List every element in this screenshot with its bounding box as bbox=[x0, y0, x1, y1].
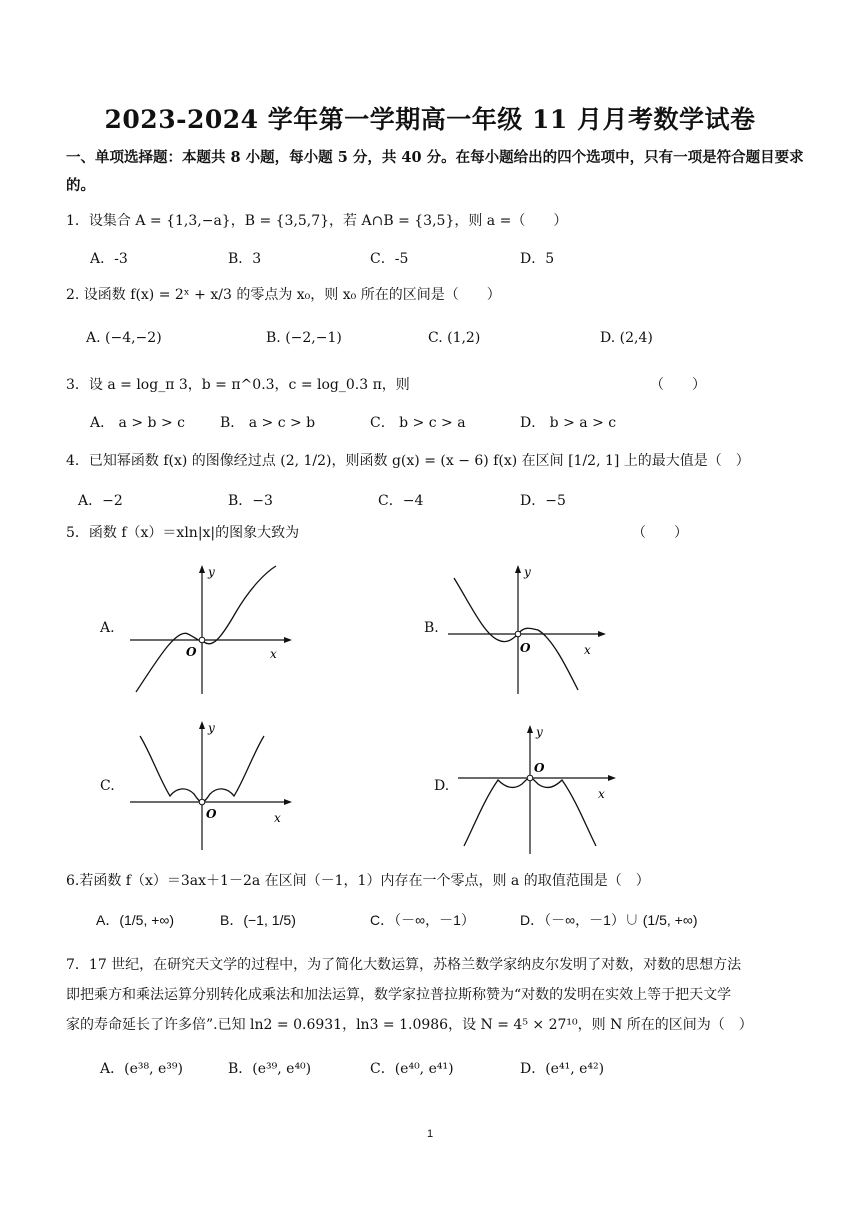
question-1-options bbox=[66, 248, 806, 270]
q2-option-d[interactable]: D. (2,4) bbox=[600, 330, 653, 346]
question-3-options bbox=[66, 412, 806, 434]
question-3-paren: （ ） bbox=[650, 377, 706, 393]
graph-c-x-label: x bbox=[274, 811, 281, 825]
graph-b-y-label: y bbox=[524, 565, 531, 579]
question-3-stem: 3．设 a = log_π 3，b = π^0.3，c = log_0.3 π，则 bbox=[66, 377, 410, 393]
question-5-paren: （ ） bbox=[632, 525, 688, 541]
page-number: 1 bbox=[426, 1128, 434, 1140]
q2-option-b[interactable]: B. (−2,−1) bbox=[266, 330, 342, 346]
graph-d[interactable] bbox=[454, 722, 624, 856]
q2-option-c[interactable]: C. (1,2) bbox=[428, 330, 481, 346]
graph-a-label: A. bbox=[100, 620, 115, 636]
graph-c-label: C. bbox=[100, 778, 115, 794]
q4-option-b[interactable]: B．−3 bbox=[228, 493, 273, 509]
graph-a-origin: O bbox=[186, 645, 197, 659]
question-4-stem: 4．已知幂函数 f(x) 的图像经过点 (2, 1/2)，则函数 g(x) = (x − 6) f(x) 在区间 [1/2, 1] 上的最大值是（ ） bbox=[66, 453, 750, 469]
q7-option-d[interactable]: D．(e⁴¹, e⁴²) bbox=[520, 1061, 605, 1077]
graph-d-label: D. bbox=[434, 778, 450, 794]
graph-b-label: B. bbox=[424, 620, 439, 636]
graph-b[interactable] bbox=[444, 562, 614, 696]
q3-option-c[interactable]: C． b > c > a bbox=[370, 415, 466, 431]
q1-option-a[interactable]: A．-3 bbox=[90, 251, 128, 267]
question-6-options bbox=[66, 910, 806, 932]
question-1-stem: 1．设集合 A = {1,3,−a}，B = {3,5,7}，若 A∩B = {3,5}，则 a =（ ） bbox=[66, 213, 568, 229]
q4-option-d[interactable]: D．−5 bbox=[520, 493, 566, 509]
q7-option-b[interactable]: B．(e³⁹, e⁴⁰) bbox=[228, 1061, 312, 1077]
q2-option-a[interactable]: A. (−4,−2) bbox=[86, 330, 162, 346]
question-5-stem: 5．函数 f（x）＝xln|x|的图象大致为 bbox=[66, 525, 300, 541]
graph-c-origin: O bbox=[206, 807, 217, 821]
graph-a[interactable] bbox=[126, 562, 296, 696]
q6-option-b[interactable]: B．(−1, 1/5) bbox=[220, 912, 296, 928]
graph-a-y-label: y bbox=[208, 565, 215, 579]
graph-b-x-label: x bbox=[584, 643, 591, 657]
question-7-line-2: 即把乘方和乘法运算分别转化成乘法和加法运算，数学家拉普拉斯称赞为“对数的发明在实效上等于把天文学 bbox=[66, 987, 732, 1003]
question-4-options bbox=[66, 490, 806, 512]
q1-option-b[interactable]: B．3 bbox=[228, 251, 262, 267]
question-7-line-3: 家的寿命延长了许多倍”.已知 ln2 = 0.6931，ln3 = 1.0986，设 N = 4⁵ × 27¹⁰，则 N 所在的区间为（ ） bbox=[66, 1017, 753, 1033]
graph-b-origin: O bbox=[520, 641, 531, 655]
question-7-options bbox=[66, 1058, 806, 1080]
question-2-options bbox=[66, 330, 806, 352]
graph-a-x-label: x bbox=[270, 647, 277, 661]
section-heading: 一、单项选择题：本题共 8 小题，每小题 5 分，共 40 分。在每小题给出的四个选项中，只有一项是符合题目要求的。 bbox=[66, 149, 804, 194]
graph-d-y-label: y bbox=[536, 725, 543, 739]
q1-option-c[interactable]: C．-5 bbox=[370, 251, 409, 267]
q3-option-a[interactable]: A． a > b > c bbox=[90, 415, 185, 431]
q3-option-b[interactable]: B． a > c > b bbox=[220, 415, 316, 431]
q4-option-a[interactable]: A．−2 bbox=[78, 493, 123, 509]
q4-option-c[interactable]: C．−4 bbox=[378, 493, 424, 509]
question-6-stem: 6.若函数 f（x）＝3ax＋1－2a 在区间（－1，1）内存在一个零点，则 a 的取值范围是（ ） bbox=[66, 873, 650, 889]
q1-option-d[interactable]: D．5 bbox=[520, 251, 555, 267]
question-7-line-1: 7．17 世纪，在研究天文学的过程中，为了简化大数运算，苏格兰数学家纳皮尔发明了对数，对数的思想方法 bbox=[66, 957, 742, 973]
graph-c[interactable] bbox=[126, 718, 296, 852]
graph-d-x-label: x bbox=[598, 787, 605, 801]
q7-option-c[interactable]: C．(e⁴⁰, e⁴¹) bbox=[370, 1061, 454, 1077]
graph-c-y-label: y bbox=[208, 721, 215, 735]
q6-option-c[interactable]: C．（－∞，－1） bbox=[370, 912, 475, 928]
q7-option-a[interactable]: A．(e³⁸, e³⁹) bbox=[100, 1061, 183, 1077]
q3-option-d[interactable]: D． b > a > c bbox=[520, 415, 617, 431]
question-2-stem: 2. 设函数 f(x) = 2ˣ + x/3 的零点为 x₀，则 x₀ 所在的区间是（ ） bbox=[66, 287, 501, 303]
graph-d-origin: O bbox=[534, 761, 545, 775]
page-title: 2023-2024 学年第一学期高一年级 11 月月考数学试卷 bbox=[104, 105, 756, 134]
q6-option-d[interactable]: D．（－∞，－1）∪ (1/5, +∞) bbox=[520, 912, 698, 928]
q6-option-a[interactable]: A．(1/5, +∞) bbox=[96, 912, 175, 928]
